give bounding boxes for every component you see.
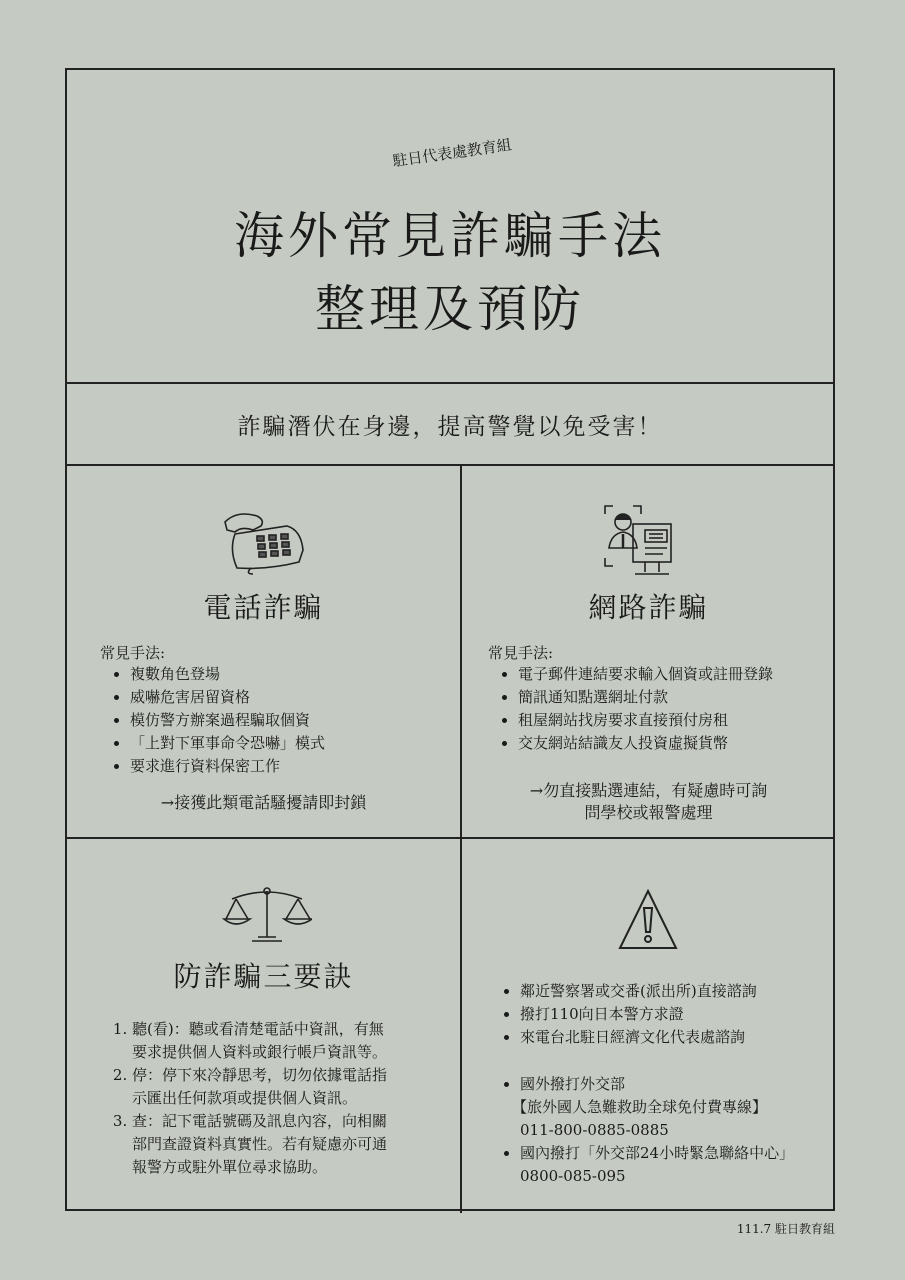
list-item: • 電子郵件連結要求輸入個資或註冊登錄 (518, 663, 773, 686)
list-item: 2. 停：停下來冷靜思考，切勿依據電話指 示匯出任何款項或提供個人資訊。 (132, 1064, 387, 1110)
list-item: 011-800-0885-0885 (520, 1121, 669, 1139)
list-item: 【旅外國人急難救助全球免付費專線】 (512, 1098, 768, 1116)
online-scam-note-line-2: 問學校或報警處理 (584, 803, 713, 822)
tips-list (112, 1018, 387, 1179)
title-line-2: 整理及預防 (315, 280, 585, 338)
online-scam-note (462, 780, 835, 824)
list-item: • 鄰近警察署或交番(派出所)直接諮詢 (520, 980, 757, 1003)
list-item: • 「上對下軍事命令恐嚇」模式 (130, 732, 325, 755)
list-item: 3. 查：記下電話號碼及訊息內容，向相關 部門查證資料真實性。若有疑慮亦可通 報警方或駐外單位尋求協助。 (132, 1110, 387, 1179)
scale-of-justice-icon (222, 885, 312, 945)
list-item: • 來電台北駐日經濟文化代表處諮詢 (520, 1026, 757, 1049)
divider (67, 837, 833, 839)
list-item: • 國內撥打「外交部24小時緊急聯絡中心」 (520, 1142, 794, 1165)
phone-scam-list (110, 663, 325, 778)
online-scam-title: 網路詐騙 (588, 591, 709, 624)
divider (67, 464, 833, 466)
poster-frame (65, 68, 835, 1211)
online-computer-icon (601, 502, 681, 582)
divider (67, 382, 833, 384)
list-item: • 國外撥打外交部 (520, 1073, 794, 1096)
list-item: • 租屋網站找房要求直接預付房租 (518, 709, 773, 732)
list-item: • 要求進行資料保密工作 (130, 755, 325, 778)
list-item: • 模仿警方辦案過程騙取個資 (130, 709, 325, 732)
phone-scam-subtitle: 常見手法: (100, 644, 166, 662)
warning-icon (617, 888, 679, 952)
list-item: • 簡訊通知點選網址付款 (518, 686, 773, 709)
list-item: • 威嚇危害居留資格 (130, 686, 325, 709)
mofa-contact-list (500, 1073, 794, 1188)
phone-scam-note: →接獲此類電話騷擾請即封鎖 (160, 793, 367, 812)
slogan: 詐騙潛伏在身邊，提高警覺以免受害！ (237, 414, 663, 440)
footer: 111.7 駐日教育組 (736, 1222, 835, 1236)
tips-title: 防詐騙三要訣 (173, 960, 354, 993)
list-item: • 撥打110向日本警方求證 (520, 1003, 757, 1026)
title-line-1: 海外常見詐騙手法 (234, 207, 666, 265)
telephone-icon (217, 510, 307, 575)
phone-scam-title: 電話詐騙 (203, 591, 324, 624)
list-item: 0800-085-095 (520, 1167, 626, 1185)
online-scam-subtitle: 常見手法: (488, 644, 554, 662)
online-scam-note-line-1: →勿直接點選連結，有疑慮時可詢 (529, 781, 768, 800)
list-item: • 交友網站結識友人投資虛擬貨幣 (518, 732, 773, 755)
list-item: 1. 聽(看)：聽或看清楚電話中資訊，有無 要求提供個人資料或銀行帳戶資訊等。 (132, 1018, 387, 1064)
contact-list (500, 980, 757, 1049)
organization-label: 駐日代表處教育組 (391, 135, 513, 171)
list-item: • 複數角色登場 (130, 663, 325, 686)
online-scam-list (498, 663, 773, 755)
